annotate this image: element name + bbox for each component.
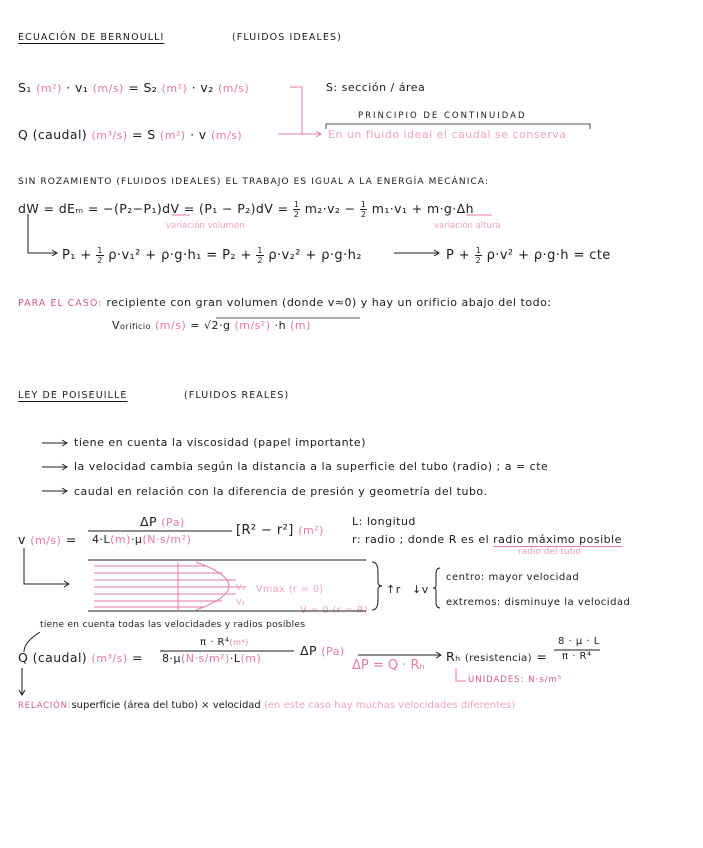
work-eq-mid1: m₂·v₂ − <box>304 201 356 216</box>
orifice-g-unit: (m/s²) <box>234 319 271 332</box>
height-note: variación altura <box>434 221 501 231</box>
v-bracket: [R² − r²] <box>236 523 294 538</box>
center-text: centro: mayor velocidad <box>446 572 580 583</box>
rh-denominator: π · R⁴ <box>562 651 592 662</box>
legend-rmax: radio máximo posible <box>493 533 622 546</box>
caudal-rhs-unit: (m²) <box>159 129 186 142</box>
profile-v2: V₂ <box>236 598 245 607</box>
pipe-l-arrow <box>24 548 68 584</box>
work-eq-main: dW = dEₘ = −(P₂−P₁)dV = (P₁ − P₂)dV = <box>18 201 293 216</box>
edges-text: extremos: disminuye la velocidad <box>446 597 631 608</box>
bern-right: P + <box>446 248 475 263</box>
q-dp: ΔP <box>300 643 317 658</box>
continuity-title: PRINCIPIO DE CONTINUIDAD <box>358 111 527 121</box>
bern-left: P₁ + <box>62 248 97 263</box>
continuity-title-box <box>326 124 590 129</box>
caudal-v: · v <box>190 127 207 142</box>
fraction-half-b: $\frac{1}{2}$ <box>360 200 367 219</box>
v-den-mu: ·μ <box>130 533 143 546</box>
center-edges-brace <box>433 568 440 608</box>
profile-v1: V₁ <box>236 583 245 592</box>
v-num-unit: (Pa) <box>161 516 185 529</box>
note-curve-arrow <box>24 632 40 652</box>
orifice-eq: = √2·g <box>190 319 231 332</box>
legend-length: L: longitud <box>352 515 416 528</box>
orifice-sub: orificio <box>120 322 151 331</box>
rh-name: (resistencia) <box>464 653 532 664</box>
bernoulli-subtitle: (FLUIDOS IDEALES) <box>232 32 342 43</box>
q-num-unit: (m⁴) <box>229 638 249 647</box>
friction-text: SIN ROZAMIENTO (FLUIDOS IDEALES) EL TRABAJO ES IGUAL A LA ENERGÍA MECÁNICA: <box>18 177 490 187</box>
continuity-text: En un fluido ideal el caudal se conserva <box>328 128 567 141</box>
volume-note: variación volumen <box>166 221 245 231</box>
relation-label: RELACIÓN: <box>18 701 72 711</box>
bernoulli-l-arrow <box>28 214 56 253</box>
dp-relation: ΔP = Q · Rₕ <box>352 658 425 673</box>
units-label: UNIDADES: N·s/m⁵ <box>468 675 563 685</box>
arrow-r-up: ↑r <box>386 583 401 596</box>
caudal-rhs: = S <box>132 127 156 142</box>
rh-numerator: 8 · μ · L <box>558 636 600 647</box>
poiseuille-subtitle: (FLUIDOS REALES) <box>184 390 290 401</box>
flow-arrows <box>94 562 246 610</box>
legend-r: r: radio ; donde R es el <box>352 533 490 546</box>
legend-rmax-note: radio del tubo <box>518 547 581 557</box>
profile-brace <box>372 562 382 610</box>
units-l-arrow <box>456 668 466 681</box>
bullet-arrow-2 <box>42 464 67 470</box>
bullet-2: la velocidad cambia según la distancia a la superficie del tubo (radio) ; a = cte <box>74 460 549 473</box>
q-eq: = <box>132 650 143 665</box>
work-eq-mid2: m₁·v₁ + m·g·Δh <box>371 201 474 216</box>
vmax-label: Vmax (r = 0) <box>256 584 324 595</box>
unit-m2-a: (m²) <box>36 82 62 95</box>
bernoulli-title: ECUACIÓN DE BERNOULLI <box>18 32 165 43</box>
section-s2: S₂ <box>143 80 158 95</box>
bullet-arrow-1 <box>42 440 67 446</box>
relation-note: (en este caso hay muchas velocidades diferentes) <box>263 700 516 711</box>
arrow-v-down: ↓v <box>412 583 429 596</box>
q-unit: (m³/s) <box>91 652 128 665</box>
bern-mid1: ρ·v₁² + ρ·g·h₁ = P₂ + <box>108 248 257 263</box>
v-num: ΔP <box>140 514 157 529</box>
v-den-unit2: (N·s/m²) <box>142 533 192 546</box>
q-label: Q (caudal) <box>18 650 88 665</box>
continuity-bracket <box>285 87 302 134</box>
caudal-v-unit: (m/s) <box>210 129 243 142</box>
bullet-1: tiene en cuenta la viscosidad (papel importante) <box>74 436 366 449</box>
unit-ms-b: (m/s) <box>218 82 250 95</box>
v-unit: (m/s) <box>30 534 62 547</box>
equals-a: = <box>128 80 140 95</box>
orifice-v: V <box>112 319 121 332</box>
rh-eq: = <box>536 649 548 664</box>
poiseuille-title: LEY DE POISEUILLE <box>18 390 128 401</box>
case-text: recipiente con gran volumen (donde v≈0) y hay un orificio abajo del todo: <box>106 296 552 309</box>
fraction-half-c: $\frac{1}{2}$ <box>97 246 103 265</box>
v-den: 4·L <box>92 533 111 546</box>
parabolic-profile <box>196 562 229 610</box>
dot-a: · <box>66 80 71 95</box>
orifice-unit: (m/s) <box>155 319 187 332</box>
v-den-unit1: (m) <box>110 533 131 546</box>
v0-label: V = 0 (r = R) <box>300 605 368 616</box>
q-den-unit2: (m) <box>240 652 262 665</box>
unit-m2-b: (m²) <box>161 82 188 95</box>
relation-text: superficie (área del tubo) × velocidad <box>71 700 261 711</box>
v-label: v <box>18 532 26 547</box>
bern-mid2: ρ·v₂² + ρ·g·h₂ <box>268 248 362 263</box>
rh-label: Rₕ <box>446 649 461 664</box>
dot-b: · <box>191 80 197 95</box>
orifice-h: ·h <box>274 319 287 332</box>
all-velocities-note: tiene en cuenta todas las velocidades y radios posibles <box>40 620 306 630</box>
unit-ms-a: (m/s) <box>92 82 124 95</box>
caudal-unit: (m³/s) <box>91 129 128 142</box>
bullet-3: caudal en relación con la diferencia de presión y geometría del tubo. <box>74 485 488 498</box>
section-s1: S₁ <box>18 80 32 95</box>
fraction-half-d: $\frac{1}{2}$ <box>257 246 263 265</box>
velocity-v1: v₁ <box>74 80 89 95</box>
q-dp-unit: (Pa) <box>321 645 345 658</box>
fraction-half-e: $\frac{1}{2}$ <box>475 246 482 265</box>
fraction-half-a: $\frac{1}{2}$ <box>293 200 300 219</box>
q-den-L: ·L <box>229 652 241 665</box>
case-label: PARA EL CASO: <box>18 298 103 309</box>
v-bracket-unit: (m²) <box>298 524 324 537</box>
bern-right2: ρ·v² + ρ·g·h = cte <box>486 248 611 263</box>
bullet-arrow-3 <box>42 488 67 494</box>
v-eq: = <box>65 532 77 547</box>
section-note: S: sección / área <box>326 81 426 94</box>
q-den: 8·μ <box>162 652 181 665</box>
velocity-v2: v₂ <box>200 80 214 95</box>
q-num: π · R⁴ <box>200 637 230 648</box>
orifice-h-unit: (m) <box>290 319 311 332</box>
q-den-unit1: (N·s/m²) <box>181 652 230 665</box>
caudal-label: Q (caudal) <box>18 127 88 142</box>
